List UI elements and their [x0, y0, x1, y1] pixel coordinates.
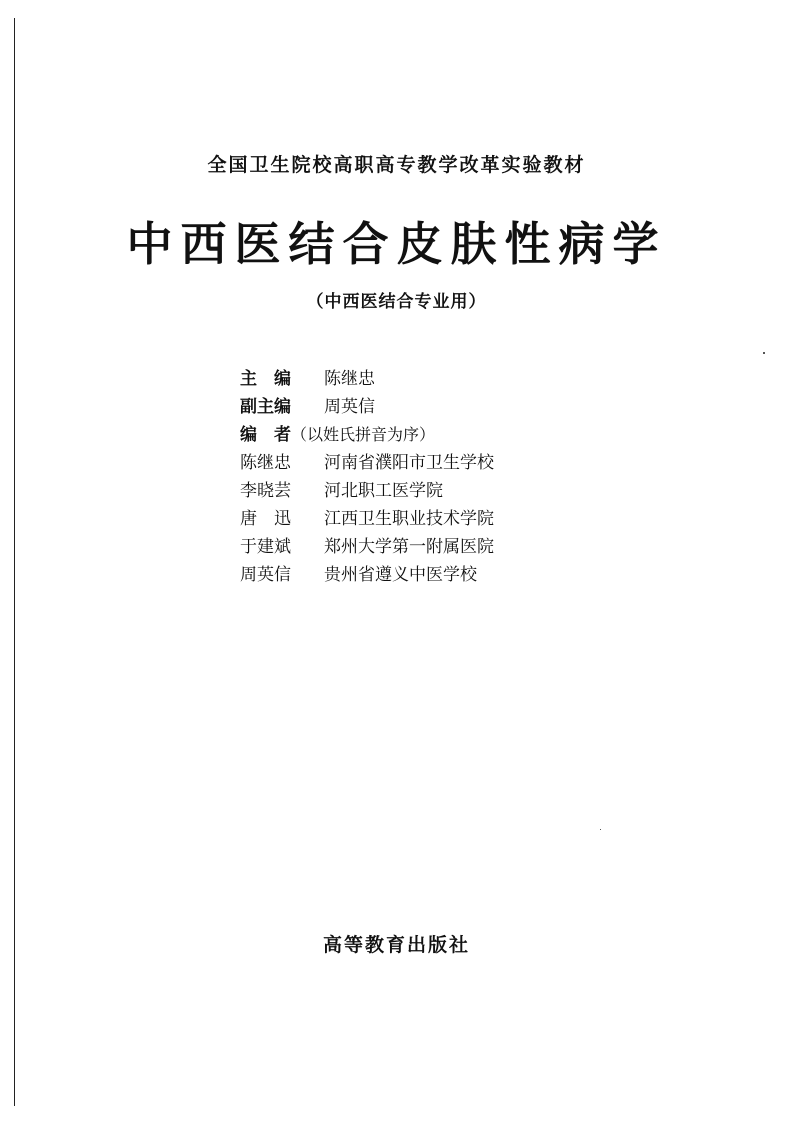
publisher-name: 高等教育出版社: [322, 934, 470, 956]
chief-editor-role: 主 编: [240, 369, 291, 389]
author-name: 唐 迅: [240, 509, 291, 529]
chief-editor-row: [240, 365, 640, 393]
deputy-editor-name: 周英信: [324, 397, 375, 417]
chief-editor-name: 陈继忠: [324, 369, 375, 389]
author-row: [240, 477, 640, 505]
book-title: 中西医结合皮肤性病学: [126, 217, 667, 271]
author-institution: 河南省濮阳市卫生学校: [324, 453, 494, 473]
author-institution: 河北职工医学院: [324, 481, 443, 501]
scan-speck: [600, 829, 601, 830]
authors-order-note: （以姓氏拼音为序）: [291, 425, 436, 444]
author-row: [240, 505, 640, 533]
author-name: 李晓芸: [240, 481, 291, 501]
book-subtitle: （中西医结合专业用）: [306, 292, 487, 312]
author-row: [240, 533, 640, 561]
credits-block: [240, 365, 640, 589]
deputy-editor-role: 副主编: [240, 397, 291, 417]
author-row: [240, 561, 640, 589]
authors-heading-row: [240, 421, 640, 449]
author-institution: 贵州省遵义中医学校: [324, 565, 477, 585]
author-institution: 郑州大学第一附属医院: [324, 537, 494, 557]
author-name: 周英信: [240, 565, 291, 585]
author-name: 于建斌: [240, 537, 291, 557]
author-institution: 江西卫生职业技术学院: [324, 509, 494, 529]
authors-role: 编 者: [240, 425, 291, 445]
series-name: 全国卫生院校高职高专教学改革实验教材: [207, 154, 586, 176]
deputy-editor-row: [240, 393, 640, 421]
author-name: 陈继忠: [240, 453, 291, 473]
author-row: [240, 449, 640, 477]
scan-speck: [763, 352, 765, 354]
